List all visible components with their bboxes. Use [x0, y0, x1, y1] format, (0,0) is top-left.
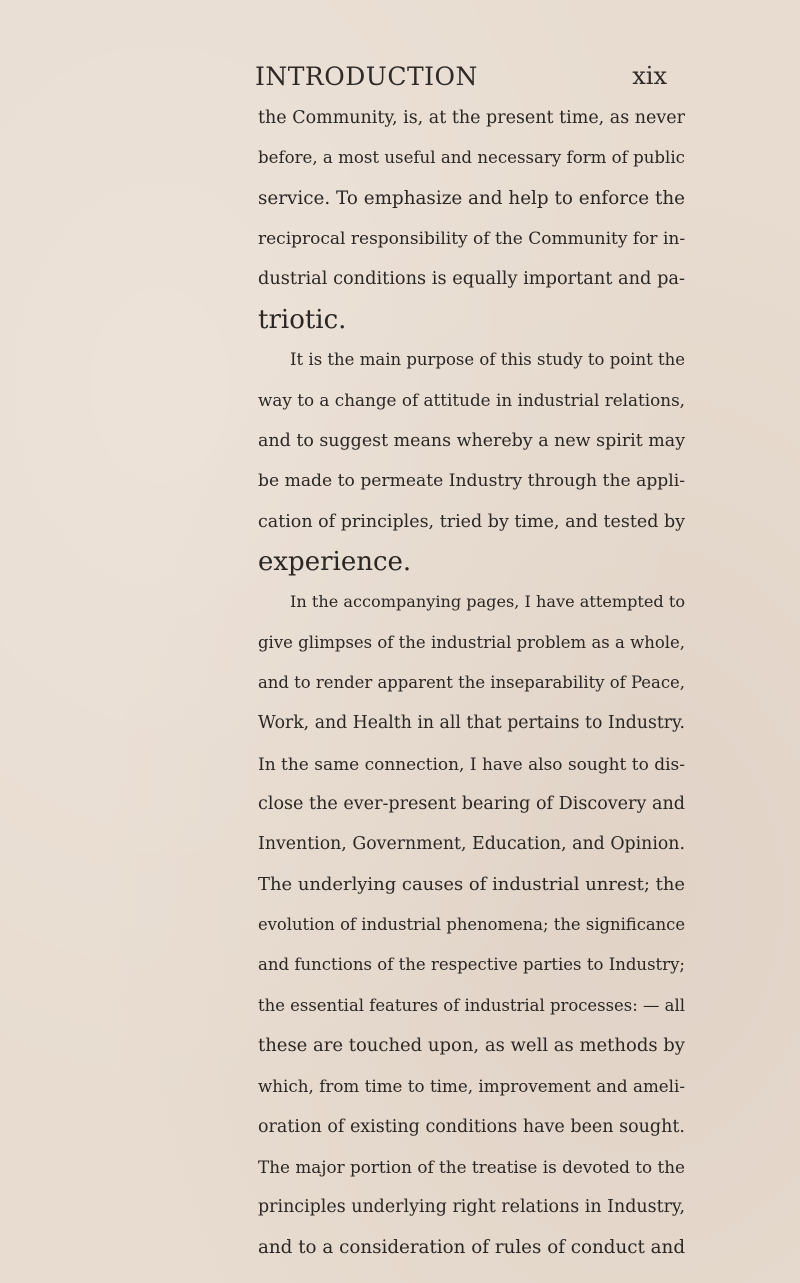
text-line: Work, and Health in all that pertains to Industry. — [258, 713, 685, 734]
text-line: It is the main purpose of this study to point the — [290, 350, 686, 370]
text-line: and functions of the respective parties to Industry; — [258, 955, 685, 975]
page-number: xix — [632, 62, 667, 90]
running-title: INTRODUCTION — [255, 61, 478, 91]
text-line: In the accompanying pages, I have attempted to — [290, 592, 686, 612]
text-line: close the ever-present bearing of Discovery and — [258, 793, 685, 814]
text-line: Invention, Government, Education, and Opinion. — [258, 834, 685, 855]
text-line: which, from time to time, improvement and ameli- — [258, 1076, 686, 1097]
text-line: In the same connection, I have also sought to dis- — [258, 753, 685, 774]
text-line: triotic. — [258, 304, 347, 335]
text-line: The major portion of the treatise is devoted to the — [258, 1157, 685, 1178]
text-line: service. To emphasize and help to enforce the — [258, 187, 685, 209]
running-head — [255, 56, 667, 96]
text-line: and to render apparent the inseparability of Peace, — [258, 672, 685, 692]
text-line: before, a most useful and necessary form of public — [258, 148, 685, 168]
text-line: way to a change of attitude in industrial relations, — [258, 390, 686, 411]
text-line: be made to permeate Industry through the appli- — [258, 471, 686, 492]
text-line: principles underlying right relations in Industry, — [258, 1197, 685, 1218]
text-line: oration of existing conditions have been sought. — [258, 1116, 685, 1137]
text-line: cation of principles, tried by time, and tested by — [258, 511, 686, 532]
text-line: The underlying causes of industrial unrest; the — [258, 873, 685, 895]
text-line: the essential features of industrial processes: — all — [258, 995, 685, 1015]
text-line: these are touched upon, as well as methods by — [258, 1035, 685, 1057]
text-line: the Community, is, at the present time, as never — [258, 108, 685, 128]
text-line: evolution of industrial phenomena; the significance — [258, 915, 686, 934]
text-line: and to suggest means whereby a new spirit may — [258, 430, 686, 451]
text-line: and to a consideration of rules of conduct and — [258, 1236, 686, 1258]
text-line: experience. — [258, 546, 412, 577]
text-line: give glimpses of the industrial problem as a whole, — [258, 632, 686, 652]
text-line: dustrial conditions is equally important and pa- — [258, 269, 685, 290]
text-line: reciprocal responsibility of the Community for in- — [258, 229, 686, 250]
